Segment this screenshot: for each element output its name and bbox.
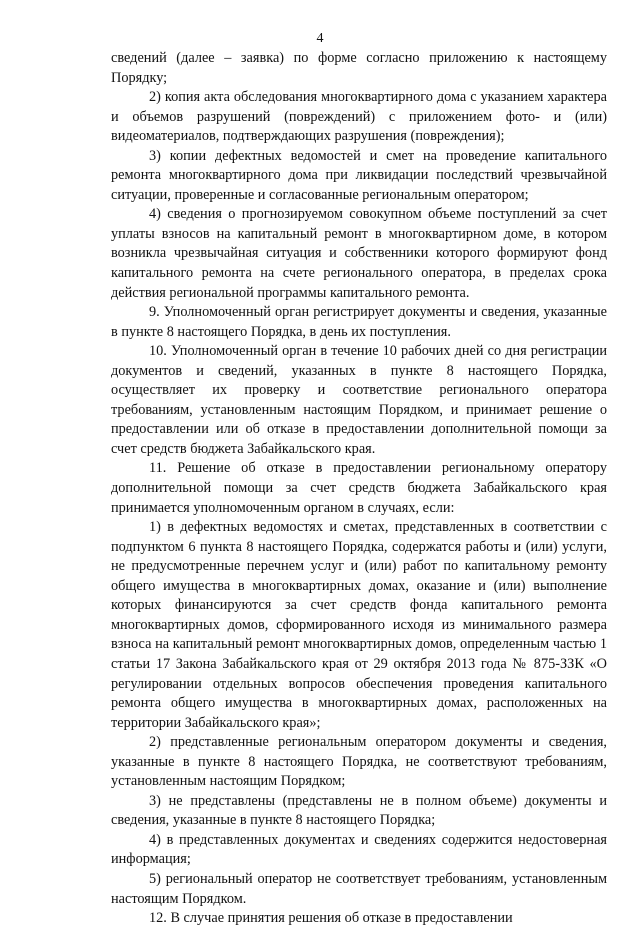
document-body bbox=[111, 49, 607, 929]
paragraph-clause-12: 12. В случае принятия решения об отказе в предоставлении bbox=[149, 910, 513, 927]
paragraph-clause-11-item-1: 1) в дефектных ведомостях и сметах, представленных в соответствии с подпунктом 6 пункта 8 настоящего Порядка, содержатся работы и (или) услуги, не предусмотренные перечнем услуг и (или) работ по капитальному ремонту общего имущества в многоквартирных домах, оказание и (или) выполнение которых финансируются за счет средств фонда капитального ремонта многоквартирных домов, сформированного исходя из минимального размера взноса на капитальный ремонт многоквартирных домов, определенным частью 1 статьи 17 Закона Забайкальского края от 29 октября 2013 года № 875-ЗЗК «О регулировании отдельных вопросов обеспечения проведения капитального ремонта общего имущества в многоквартирных домах, расположенных на территории Забайкальского края»; bbox=[111, 519, 607, 731]
paragraph-clause-10: 10. Уполномоченный орган в течение 10 рабочих дней со дня регистрации документов и сведений, указанных в пункте 8 настоящего Порядка, осуществляет их проверку и соответствие регионального оператора требованиям, установленным настоящим Порядком, и принимает решение о предоставлении или об отказе в предоставлении дополнительной помощи за счет средств бюджета Забайкальского края. bbox=[111, 343, 607, 457]
paragraph-item-4: 4) сведения о прогнозируемом совокупном объеме поступлений за счет уплаты взносов на капитальный ремонт в многоквартирном доме, в котором возникла чрезвычайная ситуация и собственники которого формируют фонд капитального ремонта на счете регионального оператора, в пределах срока действия региональной программы капитального ремонта. bbox=[111, 206, 607, 301]
paragraph-clause-11: 11. Решение об отказе в предоставлении региональному оператору дополнительной помощи за счет средств бюджета Забайкальского края принимается уполномоченным органом в случаях, если: bbox=[111, 460, 607, 516]
paragraph-continuation: сведений (далее – заявка) по форме согласно приложению к настоящему Порядку; bbox=[111, 50, 607, 86]
paragraph-item-2: 2) копия акта обследования многоквартирного дома с указанием характера и объемов разрушений (повреждений) с приложением фото- и (или) видеоматериалов, подтверждающих разрушения (повреждения); bbox=[111, 89, 607, 145]
paragraph-clause-11-item-2: 2) представленные региональным оператором документы и сведения, указанные в пункте 8 настоящего Порядка, не соответствуют требованиям, установленным настоящим Порядком; bbox=[111, 734, 607, 790]
paragraph-clause-9: 9. Уполномоченный орган регистрирует документы и сведения, указанные в пункте 8 настоящего Порядка, в день их поступления. bbox=[111, 304, 607, 340]
paragraph-clause-11-item-5: 5) региональный оператор не соответствует требованиям, установленным настоящим Порядком. bbox=[111, 870, 607, 907]
paragraph-clause-11-item-3: 3) не представлены (представлены не в полном объеме) документы и сведения, указанные в пункте 8 настоящего Порядка; bbox=[111, 792, 607, 829]
page-number: 4 bbox=[316, 31, 324, 46]
paragraph-clause-11-item-4: 4) в представленных документах и сведениях содержится недостоверная информация; bbox=[111, 831, 607, 868]
paragraph-item-3: 3) копии дефектных ведомостей и смет на проведение капитального ремонта многоквартирного дома при ликвидации последствий чрезвычайной ситуации, проверенные и согласованные региональным оператором; bbox=[111, 147, 607, 203]
